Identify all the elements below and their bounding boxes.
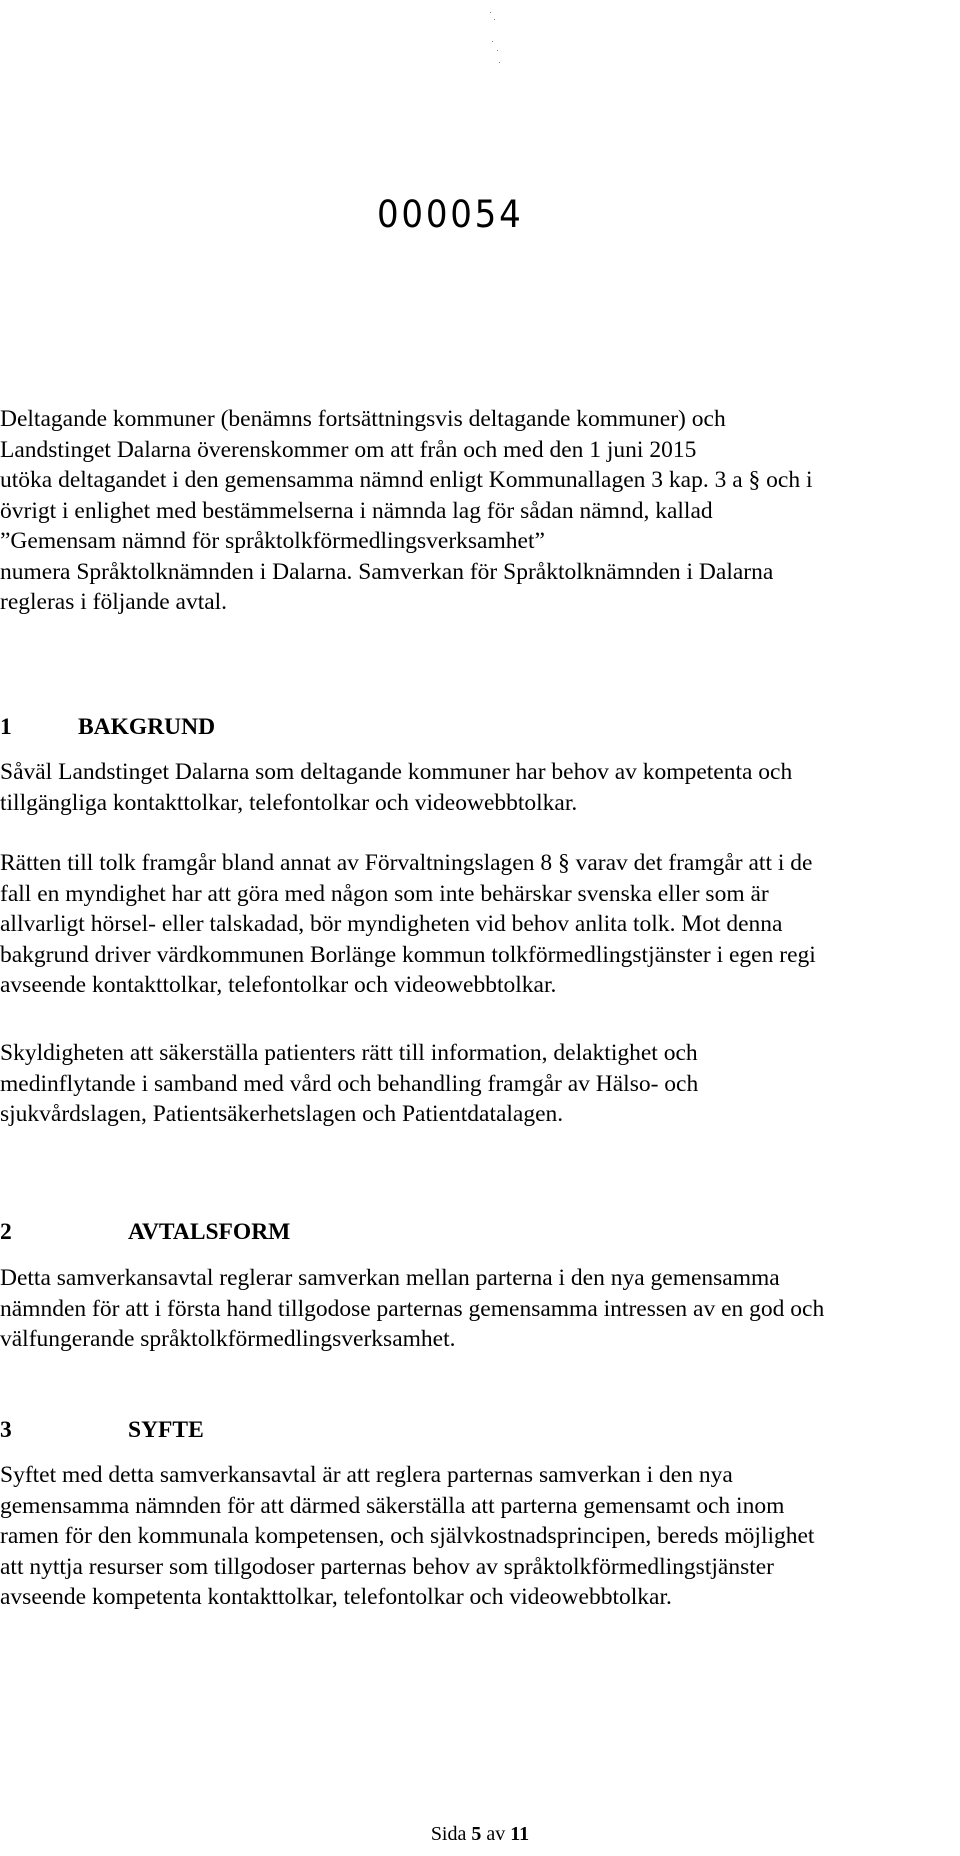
section-number: 3 xyxy=(0,1417,12,1443)
section-1-paragraph-2 xyxy=(0,848,958,1001)
body-line: avseende kontakttolkar, telefontolkar och videowebbtolkar. xyxy=(0,972,557,998)
body-line: Rätten till tolk framgår bland annat av Förvaltningslagen 8 § varav det framgår att i de xyxy=(0,850,813,876)
intro-line: numera Språktolknämnden i Dalarna. Samverkan för Språktolknämnden i Dalarna xyxy=(0,558,774,585)
body-line: Skyldigheten att säkerställa patienters rätt till information, delaktighet och xyxy=(0,1040,698,1066)
body-line: gemensamma nämnden för att därmed säkerställa att parterna gemensamt och inom xyxy=(0,1492,785,1519)
section-3-paragraph-1 xyxy=(0,1460,958,1613)
footer-page-number: 5 xyxy=(471,1823,482,1845)
page-footer xyxy=(0,1822,960,1846)
intro-line: utöka deltagandet i den gemensamma nämnd enligt Kommunallagen 3 kap. 3 a § och i xyxy=(0,467,813,493)
body-line: nämnden för att i första hand tillgodose parternas gemensamma intressen av en god och xyxy=(0,1295,825,1322)
scan-specks xyxy=(488,10,518,80)
intro-line: ”Gemensam nämnd för språktolkförmedlingsverksamhet” xyxy=(0,528,545,554)
section-1-paragraph-1 xyxy=(0,757,958,818)
intro-line: regleras i följande avtal. xyxy=(0,589,228,615)
body-line: ramen för den kommunala kompetensen, och självkostnadsprincipen, bereds möjlighet xyxy=(0,1523,815,1549)
intro-paragraph xyxy=(0,404,958,618)
section-title: SYFTE xyxy=(128,1417,204,1443)
body-line: medinflytande i samband med vård och behandling framgår av Hälso- och xyxy=(0,1070,699,1097)
body-line: Detta samverkansavtal reglerar samverkan mellan parterna i den nya gemensamma xyxy=(0,1265,780,1291)
body-line: bakgrund driver värdkommunen Borlänge kommun tolkförmedlingstjänster i egen regi xyxy=(0,941,816,968)
section-number: 1 xyxy=(0,714,12,740)
body-line: Såväl Landstinget Dalarna som deltagande kommuner har behov av kompetenta och xyxy=(0,759,793,785)
body-line: välfungerande språktolkförmedlingsverksamhet. xyxy=(0,1326,456,1352)
body-line: avseende kompetenta kontakttolkar, telefontolkar och videowebbtolkar. xyxy=(0,1584,672,1610)
intro-line: övrigt i enlighet med bestämmelserna i nämnda lag för sådan nämnd, kallad xyxy=(0,497,713,524)
section-title: BAKGRUND xyxy=(78,714,216,740)
footer-total-pages: 11 xyxy=(510,1823,530,1845)
intro-line: Deltagande kommuner (benämns fortsättningsvis deltagande kommuner) och xyxy=(0,406,726,432)
body-line: sjukvårdslagen, Patientsäkerhetslagen och Patientdatalagen. xyxy=(0,1101,564,1127)
intro-line: Landstinget Dalarna överenskommer om att från och med den 1 juni 2015 xyxy=(0,436,697,463)
body-line: att nyttja resurser som tillgodoser parternas behov av språktolkförmedlingstjänster xyxy=(0,1553,774,1580)
body-line: fall en myndighet har att göra med någon som inte behärskar svenska eller som är xyxy=(0,880,769,907)
document-number-stamp: 000054 xyxy=(377,193,524,236)
section-title: AVTALSFORM xyxy=(128,1219,291,1245)
footer-middle: av xyxy=(481,1823,511,1845)
section-1-paragraph-3 xyxy=(0,1038,958,1130)
body-line: allvarligt hörsel- eller talskadad, bör myndigheten vid behov anlita tolk. Mot denna xyxy=(0,911,783,937)
section-number: 2 xyxy=(0,1219,12,1245)
body-line: tillgängliga kontakttolkar, telefontolkar och videowebbtolkar. xyxy=(0,789,578,816)
section-2-paragraph-1 xyxy=(0,1263,958,1355)
body-line: Syftet med detta samverkansavtal är att reglera parternas samverkan i den nya xyxy=(0,1462,733,1488)
footer-prefix: Sida xyxy=(430,1823,472,1845)
